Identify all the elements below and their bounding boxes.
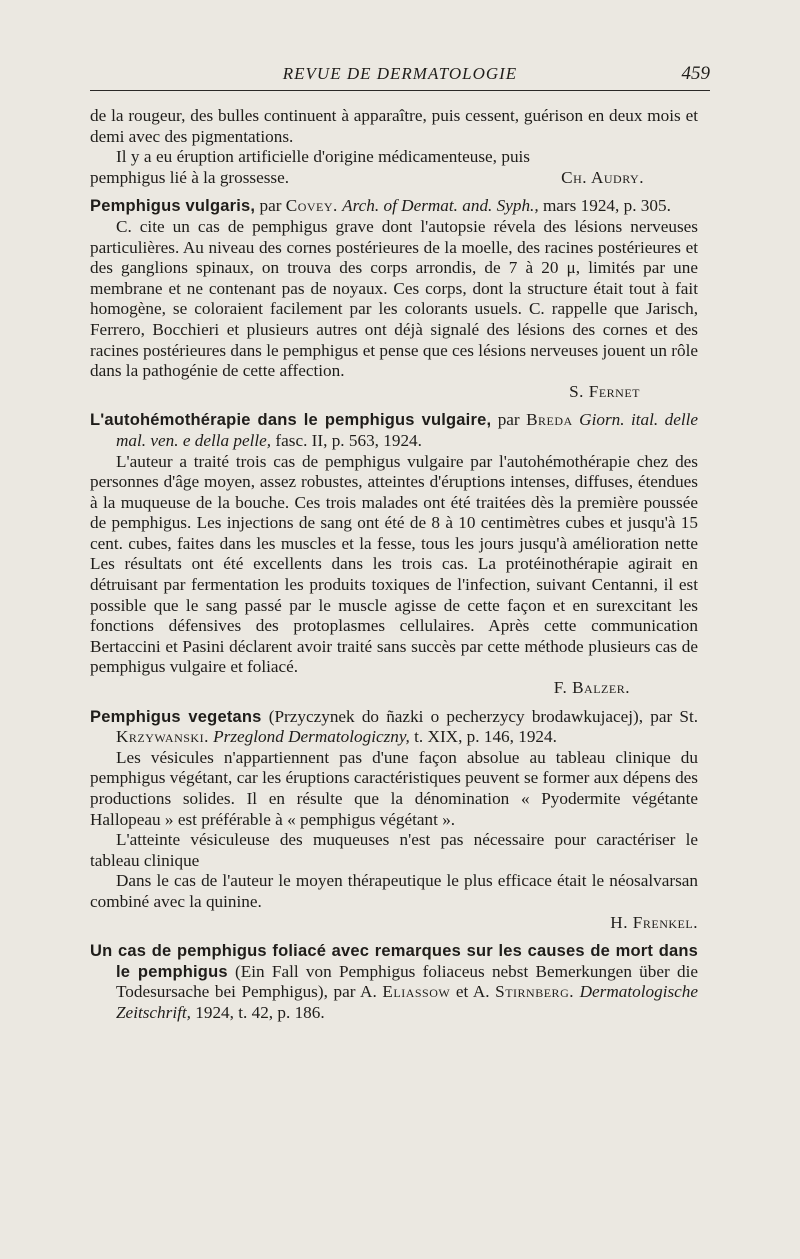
article-1-heading <box>90 196 698 217</box>
article-3-paragraph-3: Dans le cas de l'auteur le moyen thérapeutique le plus efficace était le néosalvarsan combiné avec la quinine. <box>90 871 698 911</box>
article-3-paragraph-1: Les vésicules n'appartiennent pas d'une façon absolue au tableau clinique du pemphigus végétant, car les éruptions caractéristiques peuvent se former aux dépens des productions solides. Il en résulte que la dénomination « Pyodermite végétante Hallopeau » est préférable à « pemphigus végétant ». <box>90 747 698 829</box>
signature-frenkel: H. Frenkel. <box>610 912 698 932</box>
page-header <box>90 60 710 91</box>
article-4-date: 1924, t. 42, p. 186. <box>195 1002 325 1022</box>
article-4-author-1: Eliassow <box>382 982 451 1002</box>
running-title: REVUE DE DERMATOLOGIE <box>282 64 518 83</box>
intro-section <box>90 106 698 188</box>
article-1-citation-pre: par <box>259 196 282 216</box>
article-1-signature-line <box>90 382 698 403</box>
article-3-subtitle: (Przyczynek do ñazki o pecherzycy brodawkujacej), <box>268 706 644 726</box>
article-pemphigus-vulgaris <box>90 196 698 402</box>
intro-paragraph-1: de la rougeur, des bulles continuent à apparaître, puis cessent, guérison en deux mois et demi avec des pigmentations. <box>90 106 698 146</box>
article-2-signature-line <box>90 678 698 699</box>
article-2-title: L'autohémothérapie dans le pemphigus vulgaire, <box>90 411 492 430</box>
article-2-journal: Giorn. ital. delle mal. ven. e della pelle, <box>116 410 699 450</box>
article-3-signature-line <box>90 913 698 934</box>
article-4-subtitle: (Ein Fall von Pemphigus foliaceus nebst Bemerkungen über die Todesursache bei Pemphigus), par A. <box>116 961 698 1002</box>
page-number: 459 <box>681 63 710 84</box>
intro-paragraph-2-line <box>90 147 698 188</box>
article-3-title: Pemphigus vegetans <box>90 707 262 726</box>
article-2-body: L'auteur a traité trois cas de pemphigus vulgaire par l'autohémothérapie chez des personnes d'âge moyen, assez robustes, atteintes d'éruptions intenses, diffuses, étendues à la muqueuse de la bouche. Ces trois malades ont été traitées dès la première poussée de pemphigus. Les injections de sang ont été de 8 à 10 centimètres cubes et jusqu'à 15 cent. cubes, faites dans les muscles et la fesse, tous les jours jusqu'à amélioration nette Les résultats ont été excellents dans les trois cas. La protéinothérapie agirait en détruisant par fermentation les produits toxiques de l'infection, suivant Centanni, il est possible que le sang passé par le muscle agisse de cette façon et en surexcitant les fonctions défensives des protoplasmes cellulaires. Après cette communication Bertaccini et Pasini déclarent avoir traité sans succès par cette méthode plusieurs cas de pemphigus vulgaire et foliacé. <box>90 451 698 677</box>
article-3-author: Krzywanski. <box>116 727 209 747</box>
article-2-heading <box>90 410 698 451</box>
article-3-citation-pre: par St. <box>650 706 699 726</box>
article-4-author-sep: et A. <box>455 982 490 1002</box>
intro-paragraph-2: Il y a eu éruption artificielle d'origine médicamenteuse, puis pemphigus lié à la grossesse. <box>90 147 530 187</box>
article-3-date: t. XIX, p. 146, 1924. <box>414 727 557 747</box>
article-pemphigus-foliace <box>90 941 698 1023</box>
article-4-title: Un cas de pemphigus foliacé avec remarques sur les causes de mort dans le pemphigus <box>90 942 698 981</box>
article-4-heading <box>90 941 698 1023</box>
article-3-heading <box>90 707 698 748</box>
article-1-date: mars 1924, p. 305. <box>542 196 671 216</box>
article-1-body: C. cite un cas de pemphigus grave dont l'autopsie révela des lésions nerveuses particulières. Au niveau des cornes postérieures de la moelle, des racines postérieures et des ganglions spinaux, on trouva des corps arrondis, de 7 à 20 μ, limités par une membrane et ne contenant pas de noyaux. Ces corps, dont la structure était tout à fait homogène, se coloraient facilement par les colorants usuels. C. rappelle que Jarisch, Ferrero, Bocchieri et plusieurs autres ont déjà signalé des lésions des cornes et des racines postérieures dans le pemphigus et pense que ces lésions nerveuses jouent un rôle dans la pathogénie de cette affection. <box>90 216 698 381</box>
signature-balzer: F. Balzer. <box>553 678 630 698</box>
article-1-title: Pemphigus vulgaris, <box>90 197 256 216</box>
article-1-author: Covey. <box>285 196 338 216</box>
article-4-author-2: Stirnberg. <box>495 982 575 1002</box>
signature-audry: Ch. Audry. <box>561 167 644 187</box>
article-pemphigus-vegetans <box>90 707 698 934</box>
article-autohemotherapie <box>90 410 698 698</box>
article-1-journal: Arch. of Dermat. and. Syph., <box>342 196 539 216</box>
article-2-citation-pre: par <box>497 410 520 430</box>
page-body <box>90 106 698 1024</box>
article-3-paragraph-2: L'atteinte vésiculeuse des muqueuses n'est pas nécessaire pour caractériser le tableau clinique <box>90 830 698 870</box>
article-3-journal: Przeglond Dermatologiczny, <box>213 727 410 747</box>
signature-fernet: S. Fernet <box>569 381 640 401</box>
article-4-journal: Dermatologische Zeitschrift, <box>116 982 699 1022</box>
article-2-author: Breda <box>526 410 573 430</box>
article-2-date: fasc. II, p. 563, 1924. <box>275 430 422 450</box>
